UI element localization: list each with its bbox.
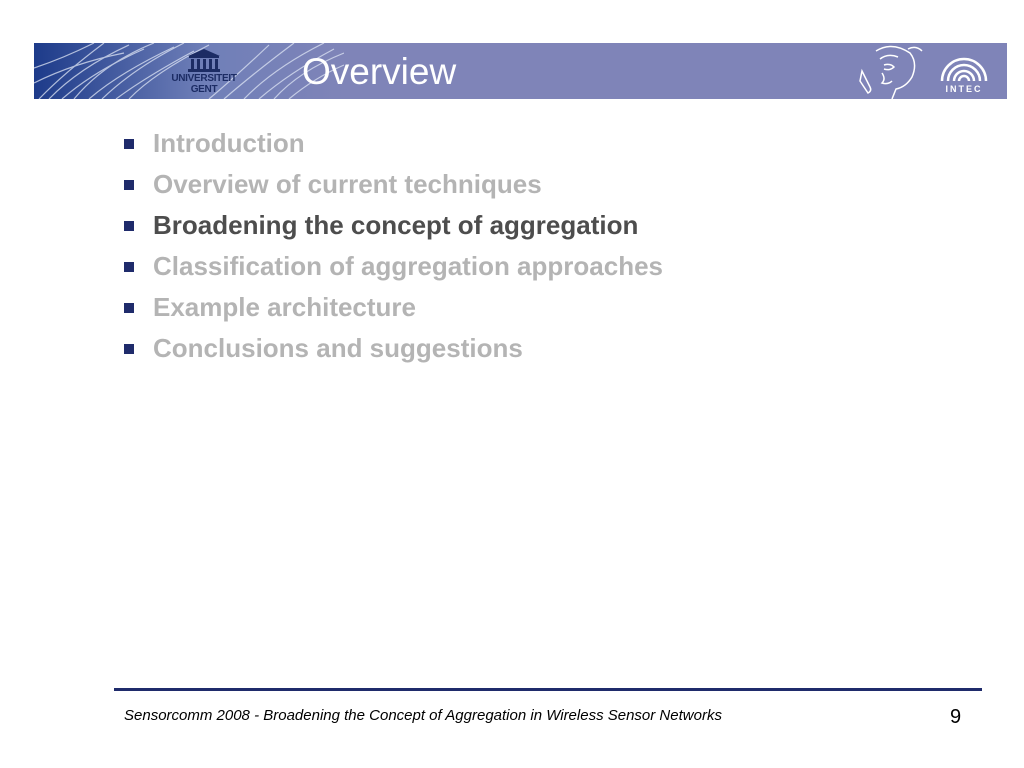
- agenda-item-broadening-aggregation: [124, 207, 663, 248]
- intec-logo: [934, 47, 994, 97]
- square-bullet-icon: [124, 180, 134, 190]
- athena-head-icon: [852, 43, 926, 99]
- agenda-item-label: Example architecture: [153, 292, 417, 322]
- agenda-item-conclusions: [124, 330, 663, 371]
- agenda-item-current-techniques: [124, 166, 663, 207]
- agenda-list: [124, 125, 663, 371]
- universiteit-gent-logo: [166, 47, 242, 95]
- footer-caption: Sensorcomm 2008 - Broadening the Concept of Aggregation in Wireless Sensor Networks: [124, 707, 722, 724]
- header-banner: [34, 43, 1007, 99]
- square-bullet-icon: [124, 344, 134, 354]
- square-bullet-icon: [124, 303, 134, 313]
- agenda-item-label: Classification of aggregation approaches: [153, 251, 663, 281]
- university-name-line1: UNIVERSITEIT: [171, 73, 237, 84]
- intec-arcs-icon: [934, 47, 994, 83]
- square-bullet-icon: [124, 221, 134, 231]
- university-building-icon: [166, 47, 242, 73]
- slide-title: Overview: [302, 51, 457, 92]
- agenda-item-label: Overview of current techniques: [153, 169, 542, 199]
- square-bullet-icon: [124, 139, 134, 149]
- footer-divider: [114, 688, 982, 691]
- page-number: 9: [950, 706, 962, 728]
- intec-logo-text: INTEC: [945, 84, 983, 94]
- agenda-item-label: Broadening the concept of aggregation: [153, 210, 639, 240]
- agenda-item-introduction: [124, 125, 663, 166]
- agenda-item-label: Conclusions and suggestions: [153, 333, 523, 363]
- agenda-item-example-architecture: [124, 289, 663, 330]
- agenda-item-classification: [124, 248, 663, 289]
- agenda-item-label: Introduction: [153, 128, 305, 158]
- square-bullet-icon: [124, 262, 134, 272]
- university-name-line2: GENT: [190, 84, 218, 95]
